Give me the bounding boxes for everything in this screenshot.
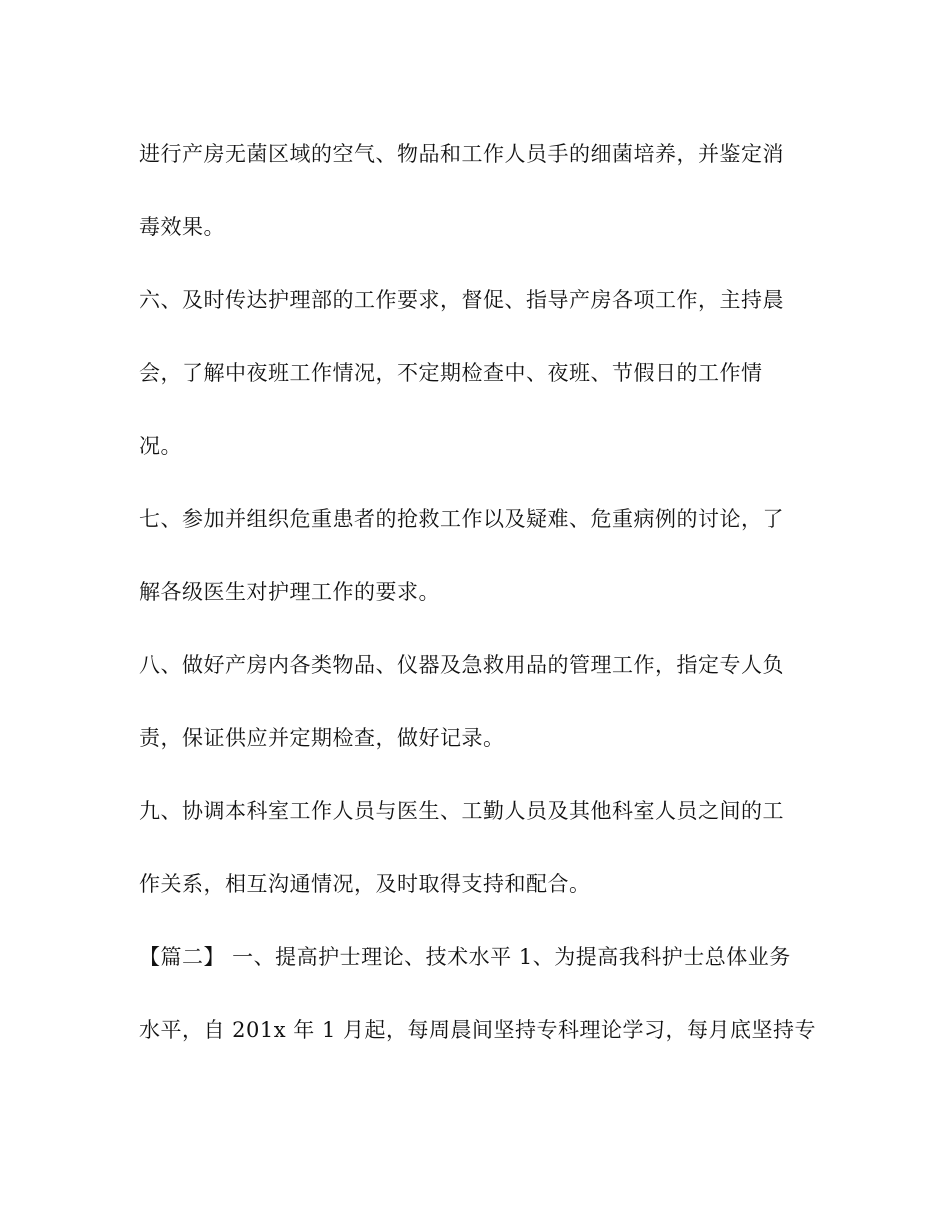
text-line: 九、协调本科室工作人员与医生、工勤人员及其他科室人员之间的工 bbox=[139, 799, 784, 823]
text-line: 【篇二】 一、提高护士理论、技术水平 1、为提高我科护士总体业务 bbox=[139, 945, 791, 969]
text-line: 会，了解中夜班工作情况，不定期检查中、夜班、节假日的工作情 bbox=[139, 361, 763, 385]
text-line: 况。 bbox=[139, 434, 182, 458]
text-line: 作关系，相互沟通情况，及时取得支持和配合。 bbox=[139, 872, 591, 896]
text-line: 六、及时传达护理部的工作要求，督促、指导产房各项工作，主持晨 bbox=[139, 288, 784, 312]
text-line: 毒效果。 bbox=[139, 215, 225, 239]
text-line: 水平，自 201x 年 1 月起，每周晨间坚持专科理论学习，每月底坚持专 bbox=[139, 1018, 816, 1042]
text-line: 七、参加并组织危重患者的抢救工作以及疑难、危重病例的讨论，了 bbox=[139, 507, 784, 531]
text-line: 进行产房无菌区域的空气、物品和工作人员手的细菌培养，并鉴定消 bbox=[139, 142, 784, 166]
text-line: 责，保证供应并定期检查，做好记录。 bbox=[139, 726, 505, 750]
text-line: 解各级医生对护理工作的要求。 bbox=[139, 580, 440, 604]
text-line: 八、做好产房内各类物品、仪器及急救用品的管理工作，指定专人负 bbox=[139, 653, 784, 677]
